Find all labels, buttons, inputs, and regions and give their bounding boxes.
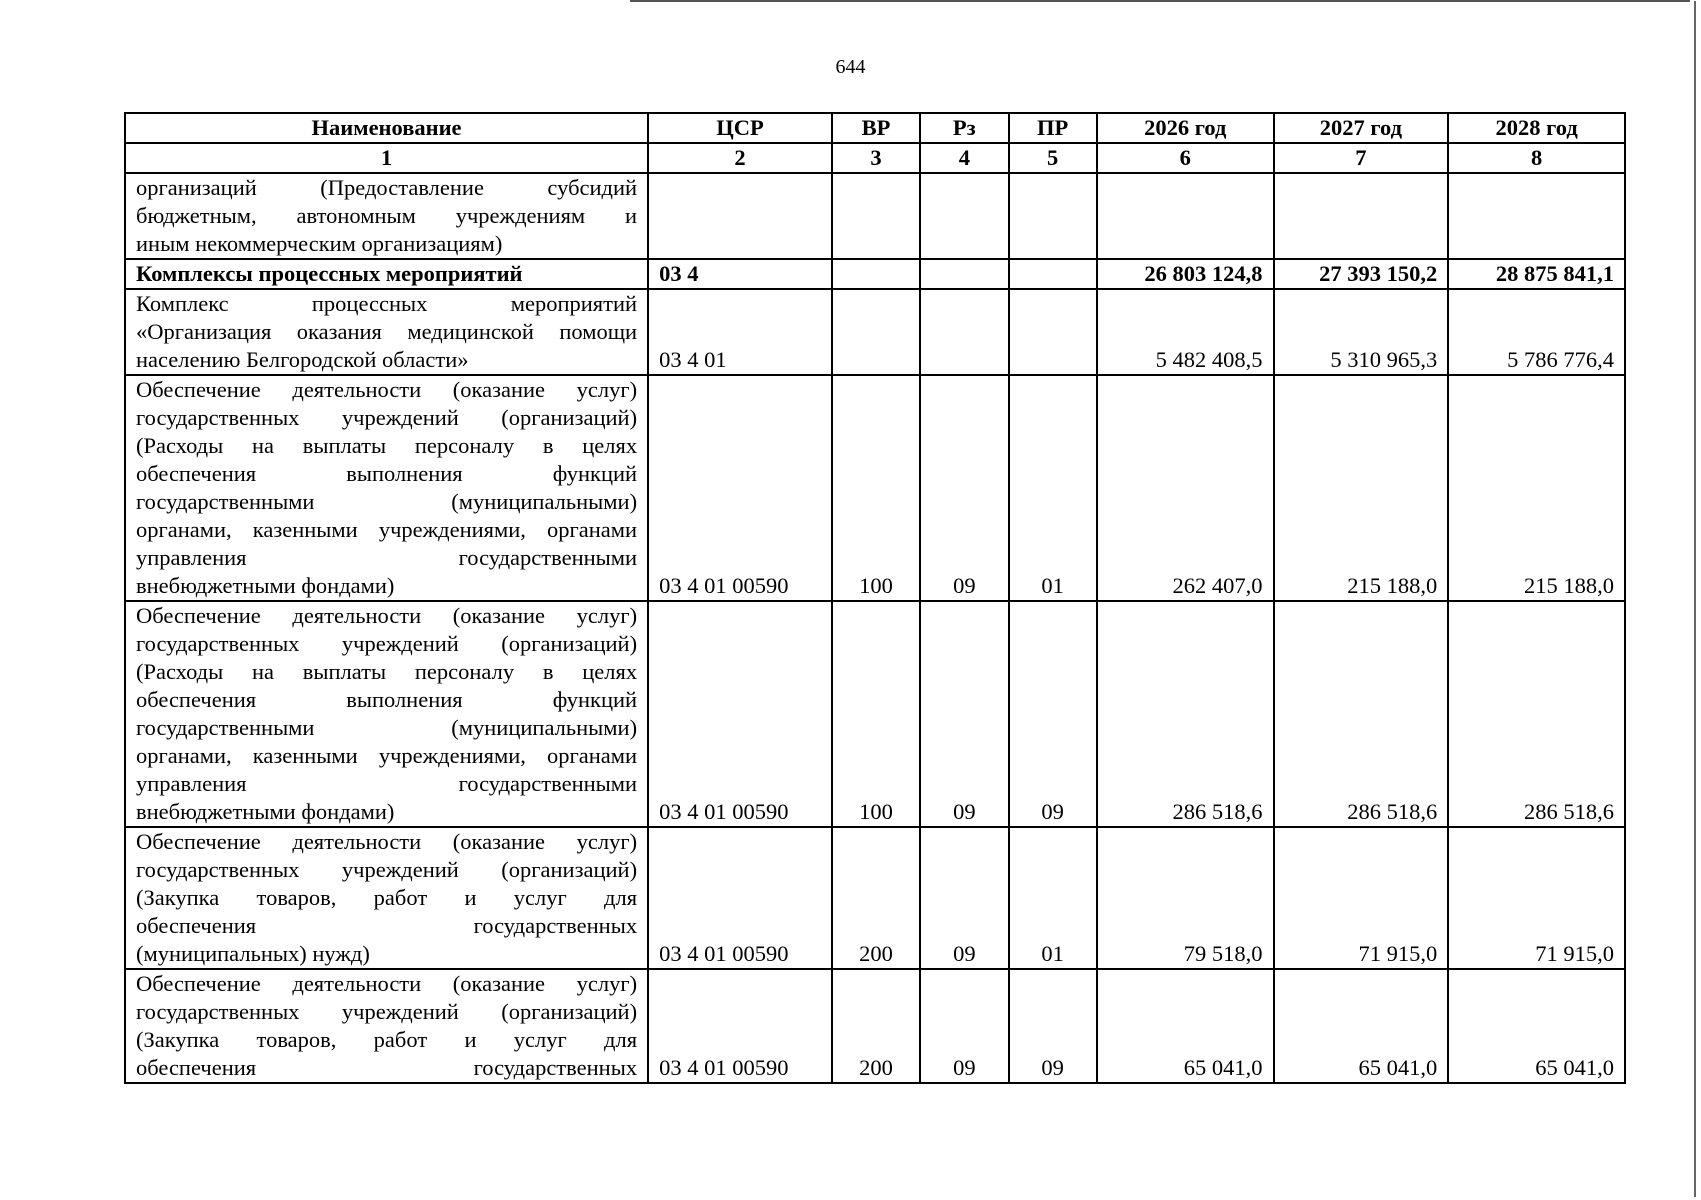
row-rz: 09 bbox=[920, 601, 1008, 827]
row-vr bbox=[832, 289, 920, 375]
row-csr bbox=[648, 173, 832, 259]
row-amount-2027: 5 310 965,3 bbox=[1274, 289, 1449, 375]
row-name-line: обеспечения государственных bbox=[136, 913, 638, 938]
row-amount-2027 bbox=[1274, 173, 1449, 259]
right-scan-rule bbox=[1694, 1, 1696, 1197]
row-name-line: государственных учреждений (организаций) bbox=[136, 631, 638, 656]
row-name-line: внебюджетными фондами) bbox=[136, 799, 395, 824]
row-amount-2027: 65 041,0 bbox=[1274, 969, 1449, 1083]
row-csr: 03 4 01 bbox=[648, 289, 832, 375]
row-name-line: управления государственными bbox=[136, 545, 638, 570]
row-csr: 03 4 01 00590 bbox=[648, 827, 832, 969]
row-pr: 01 bbox=[1009, 375, 1097, 601]
row-name-line: обеспечения выполнения функций bbox=[136, 461, 638, 486]
row-name-line: государственными (муниципальными) bbox=[136, 715, 638, 740]
row-name-line: государственных учреждений (организаций) bbox=[136, 405, 638, 430]
header-pr: ПР bbox=[1009, 113, 1097, 143]
row-name bbox=[125, 375, 648, 601]
page-number: 644 bbox=[835, 56, 866, 78]
column-number: 1 bbox=[125, 143, 648, 173]
row-csr: 03 4 01 00590 bbox=[648, 969, 832, 1083]
table-row bbox=[125, 601, 1625, 827]
row-name-line: «Организация оказания медицинской помощи bbox=[136, 319, 638, 344]
column-number: 5 bbox=[1009, 143, 1097, 173]
row-name-line: органами, казенными учреждениями, органами bbox=[136, 517, 638, 542]
row-amount-2026: 286 518,6 bbox=[1097, 601, 1274, 827]
row-name-line: (Расходы на выплаты персоналу в целях bbox=[136, 433, 638, 458]
row-name-line: органами, казенными учреждениями, органами bbox=[136, 743, 638, 768]
column-number: 6 bbox=[1097, 143, 1274, 173]
table-body bbox=[125, 173, 1625, 1083]
row-csr: 03 4 01 00590 bbox=[648, 375, 832, 601]
row-name-line: государственных учреждений (организаций) bbox=[136, 999, 638, 1024]
row-csr: 03 4 01 00590 bbox=[648, 601, 832, 827]
row-name bbox=[125, 289, 648, 375]
row-rz: 09 bbox=[920, 969, 1008, 1083]
row-name-line: Комплекс процессных мероприятий bbox=[136, 291, 638, 316]
row-rz: 09 bbox=[920, 827, 1008, 969]
header-name: Наименование bbox=[125, 113, 648, 143]
row-name-line: внебюджетными фондами) bbox=[136, 573, 395, 598]
row-name-line: организаций (Предоставление субсидий bbox=[136, 175, 638, 200]
row-amount-2026: 5 482 408,5 bbox=[1097, 289, 1274, 375]
header-2028: 2028 год bbox=[1448, 113, 1625, 143]
row-amount-2027: 71 915,0 bbox=[1274, 827, 1449, 969]
table-row bbox=[125, 969, 1625, 1083]
row-name-line: (Закупка товаров, работ и услуг для bbox=[136, 1027, 638, 1052]
row-amount-2027: 27 393 150,2 bbox=[1274, 259, 1449, 289]
row-amount-2028: 65 041,0 bbox=[1448, 969, 1625, 1083]
row-amount-2027: 286 518,6 bbox=[1274, 601, 1449, 827]
header-row bbox=[125, 113, 1625, 143]
row-name bbox=[125, 601, 648, 827]
row-vr bbox=[832, 173, 920, 259]
row-name-line: населению Белгородской области» bbox=[136, 347, 469, 372]
column-number: 4 bbox=[920, 143, 1008, 173]
table-row bbox=[125, 375, 1625, 601]
row-amount-2026: 79 518,0 bbox=[1097, 827, 1274, 969]
row-amount-2028: 28 875 841,1 bbox=[1448, 259, 1625, 289]
top-scan-rule bbox=[630, 0, 1690, 2]
row-name-line: управления государственными bbox=[136, 771, 638, 796]
column-number: 3 bbox=[832, 143, 920, 173]
column-number: 8 bbox=[1448, 143, 1625, 173]
row-rz bbox=[920, 173, 1008, 259]
row-name bbox=[125, 173, 648, 259]
column-number: 7 bbox=[1274, 143, 1449, 173]
table-row bbox=[125, 827, 1625, 969]
row-vr: 100 bbox=[832, 375, 920, 601]
table-row bbox=[125, 173, 1625, 259]
row-amount-2028: 71 915,0 bbox=[1448, 827, 1625, 969]
row-name-line: бюджетным, автономным учреждениям и bbox=[136, 203, 638, 228]
row-amount-2027: 215 188,0 bbox=[1274, 375, 1449, 601]
row-name-line: Обеспечение деятельности (оказание услуг) bbox=[136, 971, 638, 996]
row-name-line: Комплексы процессных мероприятий bbox=[136, 261, 523, 286]
row-name-line: Обеспечение деятельности (оказание услуг) bbox=[136, 377, 638, 402]
row-rz bbox=[920, 289, 1008, 375]
table-row bbox=[125, 289, 1625, 375]
row-amount-2028 bbox=[1448, 173, 1625, 259]
row-pr: 09 bbox=[1009, 969, 1097, 1083]
row-name-line: обеспечения государственных bbox=[136, 1055, 638, 1080]
row-amount-2028: 215 188,0 bbox=[1448, 375, 1625, 601]
row-amount-2026: 26 803 124,8 bbox=[1097, 259, 1274, 289]
row-amount-2026 bbox=[1097, 173, 1274, 259]
row-rz: 09 bbox=[920, 375, 1008, 601]
row-name-line: (Расходы на выплаты персоналу в целях bbox=[136, 659, 638, 684]
row-amount-2028: 286 518,6 bbox=[1448, 601, 1625, 827]
row-name bbox=[125, 827, 648, 969]
row-pr: 01 bbox=[1009, 827, 1097, 969]
row-name-line: (Закупка товаров, работ и услуг для bbox=[136, 885, 638, 910]
row-name-line: обеспечения выполнения функций bbox=[136, 687, 638, 712]
column-number: 2 bbox=[648, 143, 832, 173]
row-name bbox=[125, 259, 648, 289]
table-row bbox=[125, 259, 1625, 289]
row-name-line: государственными (муниципальными) bbox=[136, 489, 638, 514]
header-rz: Рз bbox=[920, 113, 1008, 143]
budget-table bbox=[124, 112, 1626, 1084]
row-vr: 200 bbox=[832, 827, 920, 969]
row-vr bbox=[832, 259, 920, 289]
row-name-line: (муниципальных) нужд) bbox=[136, 941, 370, 966]
row-amount-2028: 5 786 776,4 bbox=[1448, 289, 1625, 375]
row-name bbox=[125, 969, 648, 1083]
row-amount-2026: 65 041,0 bbox=[1097, 969, 1274, 1083]
row-name-line: Обеспечение деятельности (оказание услуг) bbox=[136, 603, 638, 628]
row-name-line: государственных учреждений (организаций) bbox=[136, 857, 638, 882]
header-2026: 2026 год bbox=[1097, 113, 1274, 143]
row-csr: 03 4 bbox=[648, 259, 832, 289]
row-amount-2026: 262 407,0 bbox=[1097, 375, 1274, 601]
row-pr bbox=[1009, 173, 1097, 259]
row-name-line: иным некоммерческим организациям) bbox=[136, 231, 503, 256]
column-number-row bbox=[125, 143, 1625, 173]
row-name-line: Обеспечение деятельности (оказание услуг) bbox=[136, 829, 638, 854]
header-2027: 2027 год bbox=[1274, 113, 1449, 143]
row-pr bbox=[1009, 259, 1097, 289]
row-rz bbox=[920, 259, 1008, 289]
row-vr: 100 bbox=[832, 601, 920, 827]
row-pr: 09 bbox=[1009, 601, 1097, 827]
header-vr: ВР bbox=[832, 113, 920, 143]
row-vr: 200 bbox=[832, 969, 920, 1083]
header-csr: ЦСР bbox=[648, 113, 832, 143]
row-pr bbox=[1009, 289, 1097, 375]
